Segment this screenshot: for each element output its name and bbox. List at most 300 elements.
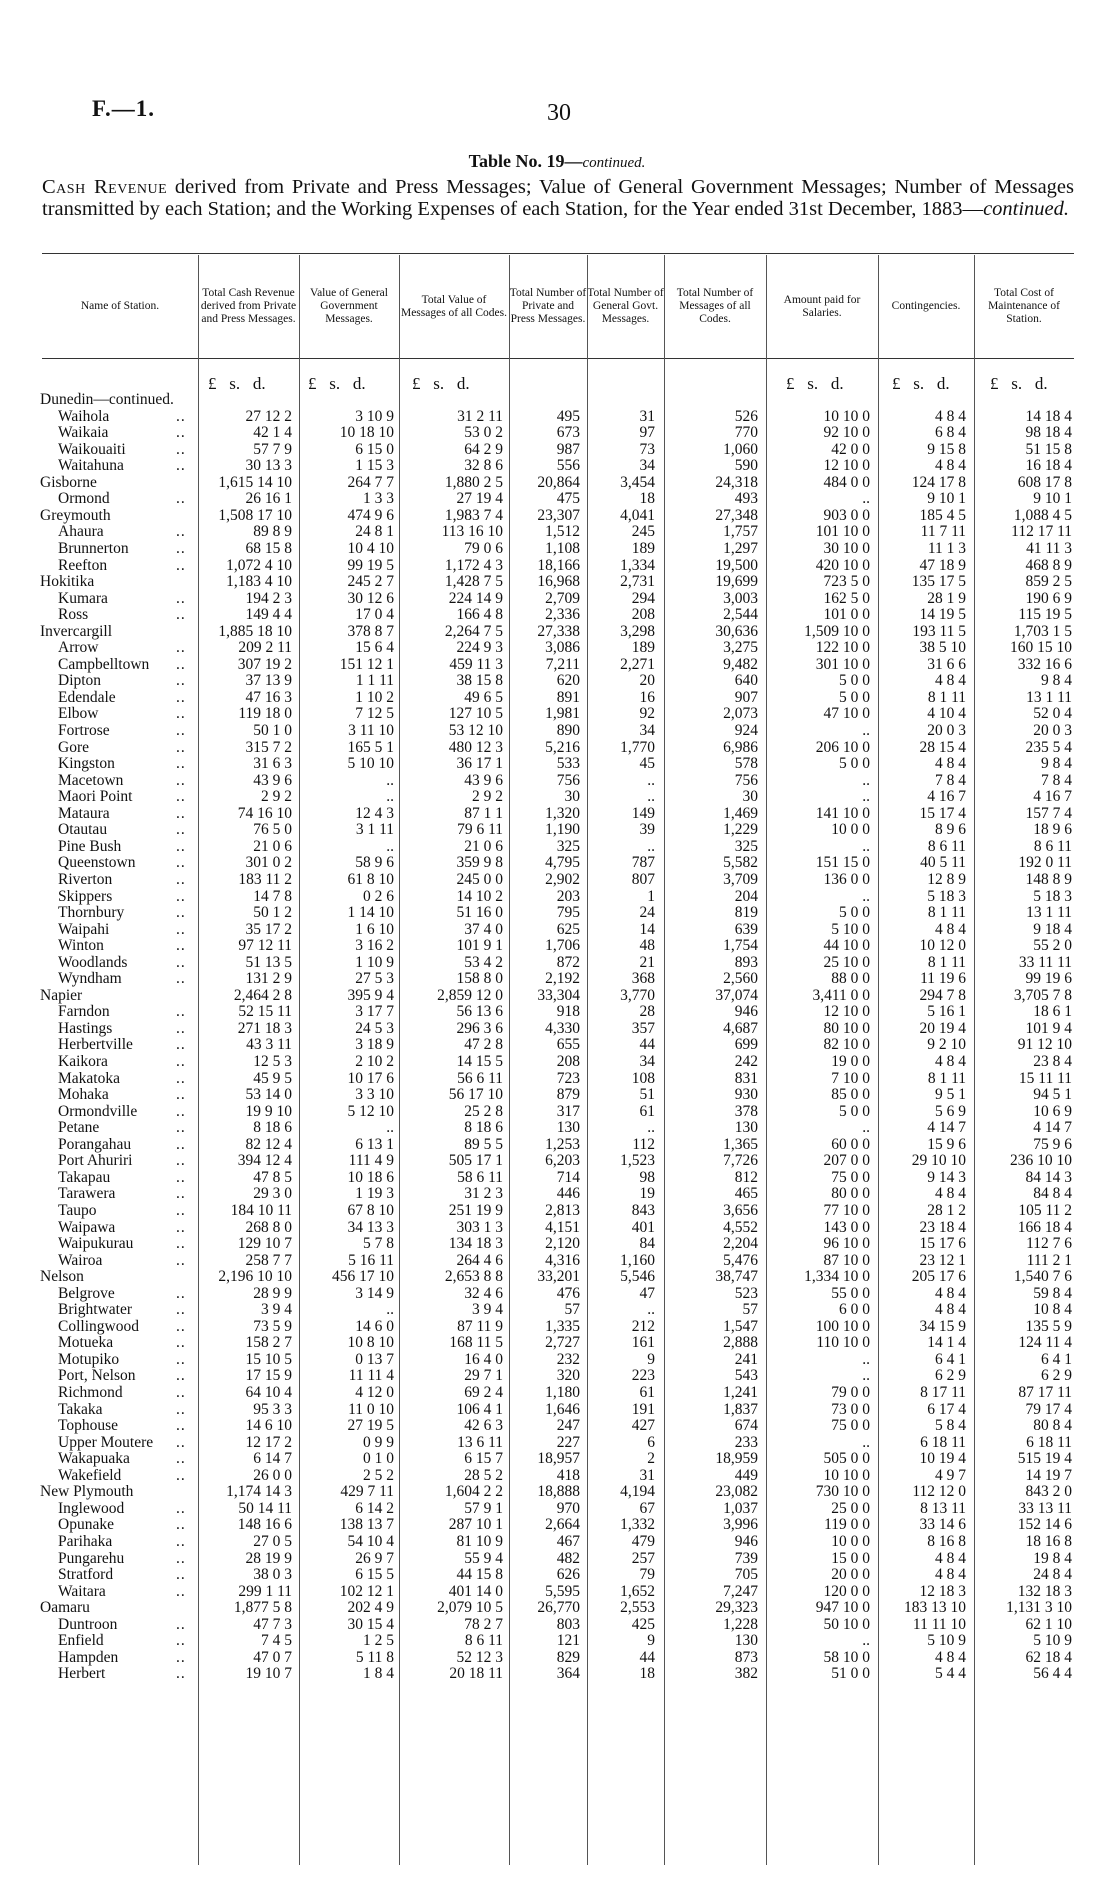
cell-con: 11 7 11 xyxy=(920,523,966,541)
cell-con: 15 17 4 xyxy=(919,804,966,822)
cell-gov: 1 15 3 xyxy=(355,457,394,475)
cell-gov: 3 3 10 xyxy=(355,1086,394,1104)
leader-dots: .. xyxy=(176,821,186,839)
station-name: Hastings xyxy=(58,1019,113,1037)
col-header-total-cost: Total Cost of Maintenance of Station. xyxy=(988,287,1060,325)
cell-np: 5,595 xyxy=(545,1582,580,1600)
cell-cost: 8 6 11 xyxy=(1033,837,1072,855)
cell-cost: 13 1 11 xyxy=(1026,688,1072,706)
leader-dots: .. xyxy=(176,1499,186,1517)
cell-sal: 79 0 0 xyxy=(831,1384,870,1401)
cell-cash: 7 4 5 xyxy=(261,1632,292,1650)
cell-sal: 25 0 0 xyxy=(831,1499,870,1517)
cell-tot: 134 18 3 xyxy=(448,1235,503,1253)
cell-tot: 1,428 7 5 xyxy=(444,573,503,591)
cell-tot: 53 12 10 xyxy=(448,722,503,739)
leader-dots: .. xyxy=(176,970,186,988)
cell-gov: 2 10 2 xyxy=(355,1053,394,1070)
cell-sal: 100 10 0 xyxy=(815,1317,870,1335)
table-row xyxy=(0,1087,1114,1104)
cell-tot: 1,880 2 5 xyxy=(444,473,503,491)
cell-na: 19,500 xyxy=(715,556,758,574)
cell-cash: 194 2 3 xyxy=(245,589,292,607)
cell-con: 183 13 10 xyxy=(904,1599,966,1617)
table-row xyxy=(0,1352,1114,1369)
cell-con: 4 9 7 xyxy=(935,1466,966,1484)
cell-sal: 5 10 0 xyxy=(831,920,870,938)
cell-con: 5 6 9 xyxy=(935,1102,966,1120)
cell-gov: .. xyxy=(386,837,394,855)
cell-cash: 27 12 2 xyxy=(245,407,292,425)
leader-dots: .. xyxy=(176,904,186,922)
table-row xyxy=(0,1567,1114,1584)
cell-gov: 1 19 3 xyxy=(355,1185,394,1203)
cell-cash: 89 8 9 xyxy=(253,523,292,541)
cell-np: 482 xyxy=(556,1549,580,1567)
table-row xyxy=(0,1054,1114,1071)
leader-dots: .. xyxy=(176,722,186,739)
cell-con: 5 4 4 xyxy=(935,1665,966,1683)
cell-ng: 4,041 xyxy=(620,506,655,524)
leader-dots: .. xyxy=(176,771,186,789)
leader-dots: .. xyxy=(176,788,186,806)
cell-cash: 3 9 4 xyxy=(261,1301,292,1319)
cell-ng: 368 xyxy=(631,970,655,988)
cell-gov: .. xyxy=(386,1119,394,1137)
cell-cash: 2,464 2 8 xyxy=(233,986,292,1004)
cell-na: 5,476 xyxy=(723,1251,758,1269)
cell-ng: 61 xyxy=(639,1384,655,1401)
cell-np: 891 xyxy=(556,688,580,706)
table-row xyxy=(0,1484,1114,1501)
cell-con: 9 5 1 xyxy=(935,1086,966,1104)
cell-tot: 168 11 5 xyxy=(449,1334,503,1352)
cell-ng: 2 xyxy=(647,1450,655,1468)
cell-cost: 1,131 3 10 xyxy=(1006,1599,1072,1617)
cell-np: 7,211 xyxy=(545,655,580,673)
cell-gov: 1 8 4 xyxy=(363,1665,394,1683)
cell-cost: 18 9 6 xyxy=(1033,821,1072,839)
leader-dots: .. xyxy=(176,1582,186,1600)
cell-gov: 1 10 2 xyxy=(355,688,394,706)
table-row xyxy=(0,458,1114,475)
cell-np: 33,304 xyxy=(537,986,580,1004)
cell-ng: 34 xyxy=(639,1053,655,1070)
cell-con: 4 8 4 xyxy=(935,1284,966,1302)
cell-tot: 158 8 0 xyxy=(456,970,503,988)
table-row xyxy=(0,1203,1114,1220)
cell-tot: 32 8 6 xyxy=(464,457,503,475)
cell-cost: 52 0 4 xyxy=(1033,705,1072,723)
cell-con: 20 0 3 xyxy=(927,722,966,739)
cell-ng: 67 xyxy=(639,1499,655,1517)
cell-gov: 3 1 11 xyxy=(355,821,394,839)
table-row xyxy=(0,1551,1114,1568)
table-row xyxy=(0,1418,1114,1435)
cell-na: 233 xyxy=(734,1433,758,1451)
cell-na: 739 xyxy=(734,1549,758,1567)
cell-cost: 160 15 10 xyxy=(1010,639,1072,657)
table-row xyxy=(0,442,1114,459)
table-row xyxy=(0,1368,1114,1385)
cell-sal: .. xyxy=(862,837,870,855)
cell-sal: 88 0 0 xyxy=(831,970,870,988)
cell-sal: 19 0 0 xyxy=(831,1053,870,1070)
station-name: Takapau xyxy=(58,1168,111,1186)
cell-ng: 425 xyxy=(631,1615,655,1633)
cell-np: 121 xyxy=(556,1632,580,1650)
cell-tot: 2,653 8 8 xyxy=(444,1268,503,1286)
cell-cash: 307 19 2 xyxy=(237,655,292,673)
cell-gov: 245 2 7 xyxy=(347,573,394,591)
cell-gov: 10 4 10 xyxy=(347,539,394,557)
cell-sal: 3,411 0 0 xyxy=(812,986,870,1004)
station-name: Brunnerton xyxy=(58,539,129,557)
cell-sal: 75 0 0 xyxy=(831,1168,870,1186)
cell-cost: 135 5 9 xyxy=(1025,1317,1072,1335)
station-name: Dipton xyxy=(58,672,102,690)
cell-sal: 5 0 0 xyxy=(839,688,870,706)
cell-tot: 53 0 2 xyxy=(464,424,503,442)
table-row xyxy=(0,706,1114,723)
cell-con: 20 19 4 xyxy=(919,1019,966,1037)
cell-sal: 5 0 0 xyxy=(839,672,870,690)
cell-cost: 6 4 1 xyxy=(1041,1350,1072,1368)
table-row xyxy=(0,905,1114,922)
table-row xyxy=(0,1402,1114,1419)
cell-np: 3,086 xyxy=(545,639,580,657)
cell-gov: 24 5 3 xyxy=(355,1019,394,1037)
cell-con: 9 2 10 xyxy=(927,1036,966,1054)
cell-ng: 3,454 xyxy=(620,473,655,491)
cell-ng: 92 xyxy=(639,705,655,723)
cell-sal: 136 0 0 xyxy=(823,870,870,888)
cell-con: 4 8 4 xyxy=(935,1185,966,1203)
cell-sal: 10 10 0 xyxy=(823,407,870,425)
cell-ng: 34 xyxy=(639,722,655,739)
cell-gov: 5 12 10 xyxy=(347,1102,394,1120)
cell-con: 4 8 4 xyxy=(935,457,966,475)
leader-dots: .. xyxy=(176,953,186,971)
table-row xyxy=(0,1335,1114,1352)
station-name: Upper Moutere xyxy=(58,1433,154,1451)
cell-np: 625 xyxy=(556,920,580,938)
cell-tot: 3 9 4 xyxy=(472,1301,503,1319)
cell-gov: 10 18 6 xyxy=(347,1168,394,1186)
cell-gov: 6 15 0 xyxy=(355,440,394,458)
cell-ng: 14 xyxy=(639,920,655,938)
cell-na: 204 xyxy=(734,887,758,905)
cell-cost: 79 17 4 xyxy=(1025,1400,1072,1418)
caption-lead: Cash Revenue xyxy=(42,176,168,198)
cell-gov: 3 17 7 xyxy=(355,1003,394,1021)
cell-cost: 157 7 4 xyxy=(1025,804,1072,822)
unit-shillings: s. xyxy=(229,374,241,393)
table-row xyxy=(0,740,1114,757)
cell-cash: 1,183 4 10 xyxy=(226,573,292,591)
cell-sal: 47 10 0 xyxy=(823,705,870,723)
cell-ng: .. xyxy=(647,788,655,806)
cell-na: 1,241 xyxy=(723,1384,758,1401)
cell-tot: 42 6 3 xyxy=(464,1417,503,1435)
cell-tot: 1,172 4 3 xyxy=(444,556,503,574)
cell-na: 1,365 xyxy=(723,1135,758,1153)
cell-tot: 480 12 3 xyxy=(448,738,503,756)
leader-dots: .. xyxy=(176,1036,186,1054)
cell-ng: 61 xyxy=(639,1102,655,1120)
cell-np: 1,253 xyxy=(545,1135,580,1153)
cell-cost: 7 8 4 xyxy=(1041,771,1072,789)
station-name: Gisborne xyxy=(40,473,97,491)
cell-gov: 54 10 4 xyxy=(347,1532,394,1550)
table-row xyxy=(0,1584,1114,1601)
cell-na: 6,986 xyxy=(723,738,758,756)
cell-cost: 1,703 1 5 xyxy=(1013,622,1072,640)
cell-cost: 9 8 4 xyxy=(1041,755,1072,773)
station-name: Hampden xyxy=(58,1648,119,1666)
cell-np: 2,664 xyxy=(545,1516,580,1534)
cell-con: 4 14 7 xyxy=(927,1119,966,1137)
cell-sal: 50 10 0 xyxy=(823,1615,870,1633)
cell-np: 18,166 xyxy=(537,556,580,574)
cell-ng: 212 xyxy=(631,1317,655,1335)
cell-cash: 1,615 14 10 xyxy=(218,473,292,491)
cell-gov: .. xyxy=(386,1301,394,1319)
cell-tot: 89 5 5 xyxy=(464,1135,503,1153)
cell-con: 14 1 4 xyxy=(927,1334,966,1352)
cell-cash: 37 13 9 xyxy=(245,672,292,690)
cell-tot: 224 9 3 xyxy=(456,639,503,657)
cell-na: 382 xyxy=(734,1665,758,1683)
cell-np: 475 xyxy=(556,490,580,508)
cell-tot: 31 2 11 xyxy=(457,407,503,425)
cell-sal: .. xyxy=(862,1433,870,1451)
cell-cost: 84 8 4 xyxy=(1033,1185,1072,1203)
cell-np: 364 xyxy=(556,1665,580,1683)
cell-na: 590 xyxy=(734,457,758,475)
station-name: Ormond xyxy=(58,490,110,508)
cell-gov: 24 8 1 xyxy=(355,523,394,541)
cell-na: 946 xyxy=(734,1003,758,1021)
cell-ng: 21 xyxy=(639,953,655,971)
cell-ng: 1,652 xyxy=(620,1582,655,1600)
cell-cost: 59 8 4 xyxy=(1033,1284,1072,1302)
station-name: New Plymouth xyxy=(40,1483,134,1501)
leader-dots: .. xyxy=(176,937,186,955)
cell-gov: 165 5 1 xyxy=(347,738,394,756)
station-name: Hokitika xyxy=(40,573,95,591)
cell-ng: 191 xyxy=(631,1400,655,1418)
cell-np: 2,192 xyxy=(545,970,580,988)
leader-dots: .. xyxy=(176,1284,186,1302)
station-name: Thornbury xyxy=(58,904,125,922)
station-name: Port, Nelson xyxy=(58,1367,136,1385)
leader-dots: .. xyxy=(176,1201,186,1219)
cell-tot: 32 4 6 xyxy=(464,1284,503,1302)
cell-na: 946 xyxy=(734,1532,758,1550)
cell-sal: .. xyxy=(862,1350,870,1368)
station-name: Ross xyxy=(58,606,89,624)
col-header-num-gov: Total Number of General Govt. Messages. xyxy=(587,287,664,325)
cell-na: 526 xyxy=(734,407,758,425)
cell-sal: .. xyxy=(862,722,870,739)
table-row xyxy=(0,789,1114,806)
cell-np: 987 xyxy=(556,440,580,458)
cell-cost: 62 1 10 xyxy=(1025,1615,1072,1633)
leader-dots: .. xyxy=(176,755,186,773)
cell-gov: 151 12 1 xyxy=(339,655,394,673)
cell-con: 8 1 11 xyxy=(927,953,966,971)
cell-tot: 79 6 11 xyxy=(457,821,503,839)
cell-na: 493 xyxy=(734,490,758,508)
cell-gov: 3 18 9 xyxy=(355,1036,394,1054)
leader-dots: .. xyxy=(176,424,186,442)
cell-gov: 4 12 0 xyxy=(355,1384,394,1401)
cell-cost: 19 8 4 xyxy=(1033,1549,1072,1567)
cell-tot: 1,604 2 2 xyxy=(444,1483,503,1501)
cell-na: 3,709 xyxy=(723,870,758,888)
cell-cash: 119 18 0 xyxy=(238,705,292,723)
cell-sal: 12 10 0 xyxy=(823,1003,870,1021)
table-row xyxy=(0,938,1114,955)
cell-np: 18,888 xyxy=(537,1483,580,1501)
cell-cost: 148 8 9 xyxy=(1025,870,1072,888)
cell-cash: 51 13 5 xyxy=(245,953,292,971)
cell-con: 8 6 11 xyxy=(927,837,966,855)
cell-na: 29,323 xyxy=(715,1599,758,1617)
cell-sal: 20 0 0 xyxy=(831,1566,870,1584)
leader-dots: .. xyxy=(176,1417,186,1435)
cell-con: 8 16 8 xyxy=(927,1532,966,1550)
cell-np: 1,320 xyxy=(545,804,580,822)
leader-dots: .. xyxy=(176,738,186,756)
cell-cost: 166 18 4 xyxy=(1017,1218,1072,1236)
cell-ng: 112 xyxy=(632,1135,655,1153)
cell-gov: 99 19 5 xyxy=(347,556,394,574)
cell-na: 5,582 xyxy=(723,854,758,872)
cell-sal: 141 10 0 xyxy=(815,804,870,822)
cell-sal: 12 10 0 xyxy=(823,457,870,475)
station-name: Makatoka xyxy=(58,1069,120,1087)
cell-ng: 843 xyxy=(631,1201,655,1219)
cell-cash: 31 6 3 xyxy=(253,755,292,773)
cell-np: 4,795 xyxy=(545,854,580,872)
cell-tot: 25 2 8 xyxy=(464,1102,503,1120)
cell-na: 7,726 xyxy=(723,1152,758,1170)
leader-dots: .. xyxy=(176,539,186,557)
cell-ng: 1,770 xyxy=(620,738,655,756)
cell-ng: 257 xyxy=(631,1549,655,1567)
cell-np: 1,706 xyxy=(545,937,580,955)
cell-ng: 47 xyxy=(639,1284,655,1302)
cell-cost: 4 16 7 xyxy=(1033,788,1072,806)
cell-na: 639 xyxy=(734,920,758,938)
cell-tot: 287 10 1 xyxy=(448,1516,503,1534)
cell-cost: 6 2 9 xyxy=(1041,1367,1072,1385)
cell-cash: 315 7 2 xyxy=(245,738,292,756)
station-name: Waitara xyxy=(58,1582,106,1600)
cell-ng: 4,194 xyxy=(620,1483,655,1501)
station-name: Porangahau xyxy=(58,1135,132,1153)
leader-dots: .. xyxy=(176,887,186,905)
cell-gov: 10 8 10 xyxy=(347,1334,394,1352)
cell-np: 655 xyxy=(556,1036,580,1054)
leader-dots: .. xyxy=(176,672,186,690)
station-name: Fortrose xyxy=(58,722,110,739)
cell-gov: 30 12 6 xyxy=(347,589,394,607)
cell-sal: 92 10 0 xyxy=(823,424,870,442)
cell-gov: 34 13 3 xyxy=(347,1218,394,1236)
cell-ng: .. xyxy=(647,1301,655,1319)
cell-ng: 5,546 xyxy=(620,1268,655,1286)
cell-cost: 6 18 11 xyxy=(1026,1433,1072,1451)
cell-tot: 69 2 4 xyxy=(464,1384,503,1401)
cell-tot: 53 4 2 xyxy=(464,953,503,971)
cell-tot: 28 5 2 xyxy=(464,1466,503,1484)
cell-ng: 6 xyxy=(647,1433,655,1451)
cell-sal: 207 0 0 xyxy=(823,1152,870,1170)
cell-np: 2,120 xyxy=(545,1235,580,1253)
cell-sal: 42 0 0 xyxy=(831,440,870,458)
station-name: Herbertville xyxy=(58,1036,133,1054)
cell-gov: 111 4 9 xyxy=(348,1152,394,1170)
cell-sal: 1,509 10 0 xyxy=(804,622,870,640)
cell-np: 1,512 xyxy=(545,523,580,541)
cell-ng: 1,332 xyxy=(620,1516,655,1534)
leader-dots: .. xyxy=(176,589,186,607)
cell-np: 1,646 xyxy=(545,1400,580,1418)
cell-gov: 5 7 8 xyxy=(363,1235,394,1253)
cell-cash: 45 9 5 xyxy=(253,1069,292,1087)
cell-tot: 2,079 10 5 xyxy=(437,1599,503,1617)
cell-cost: 190 6 9 xyxy=(1025,589,1072,607)
cell-tot: 56 13 6 xyxy=(456,1003,503,1021)
cell-sal: 101 0 0 xyxy=(823,606,870,624)
cell-gov: 15 6 4 xyxy=(355,639,394,657)
cell-np: 18,957 xyxy=(537,1450,580,1468)
table-row xyxy=(0,1153,1114,1170)
table-row xyxy=(0,806,1114,823)
table-row xyxy=(0,1269,1114,1286)
cell-na: 819 xyxy=(734,904,758,922)
leader-dots: .. xyxy=(176,688,186,706)
table-row xyxy=(0,541,1114,558)
cell-na: 930 xyxy=(734,1086,758,1104)
cell-np: 33,201 xyxy=(537,1268,580,1286)
cell-ng: 9 xyxy=(647,1350,655,1368)
cell-cost: 859 2 5 xyxy=(1025,573,1072,591)
cell-con: 47 18 9 xyxy=(919,556,966,574)
col-header-cash-revenue: Total Cash Revenue derived from Private and Press Messages. xyxy=(200,287,297,325)
cell-tot: 78 2 7 xyxy=(464,1615,503,1633)
leader-dots: .. xyxy=(176,1053,186,1070)
cell-cash: 258 7 7 xyxy=(245,1251,292,1269)
cell-np: 20,864 xyxy=(537,473,580,491)
cell-cash: 183 11 2 xyxy=(238,870,292,888)
unit-shillings: s. xyxy=(433,374,445,393)
leader-dots: .. xyxy=(176,1350,186,1368)
station-name: Elbow xyxy=(58,705,99,723)
cell-ng: 73 xyxy=(639,440,655,458)
station-name: Waipahi xyxy=(58,920,110,938)
cell-np: 803 xyxy=(556,1615,580,1633)
cell-np: 57 xyxy=(564,1301,580,1319)
cell-con: 11 1 3 xyxy=(927,539,966,557)
cell-cash: 1,885 18 10 xyxy=(218,622,292,640)
station-name: Edendale xyxy=(58,688,116,706)
cell-tot: 64 2 9 xyxy=(464,440,503,458)
table-row xyxy=(0,657,1114,674)
